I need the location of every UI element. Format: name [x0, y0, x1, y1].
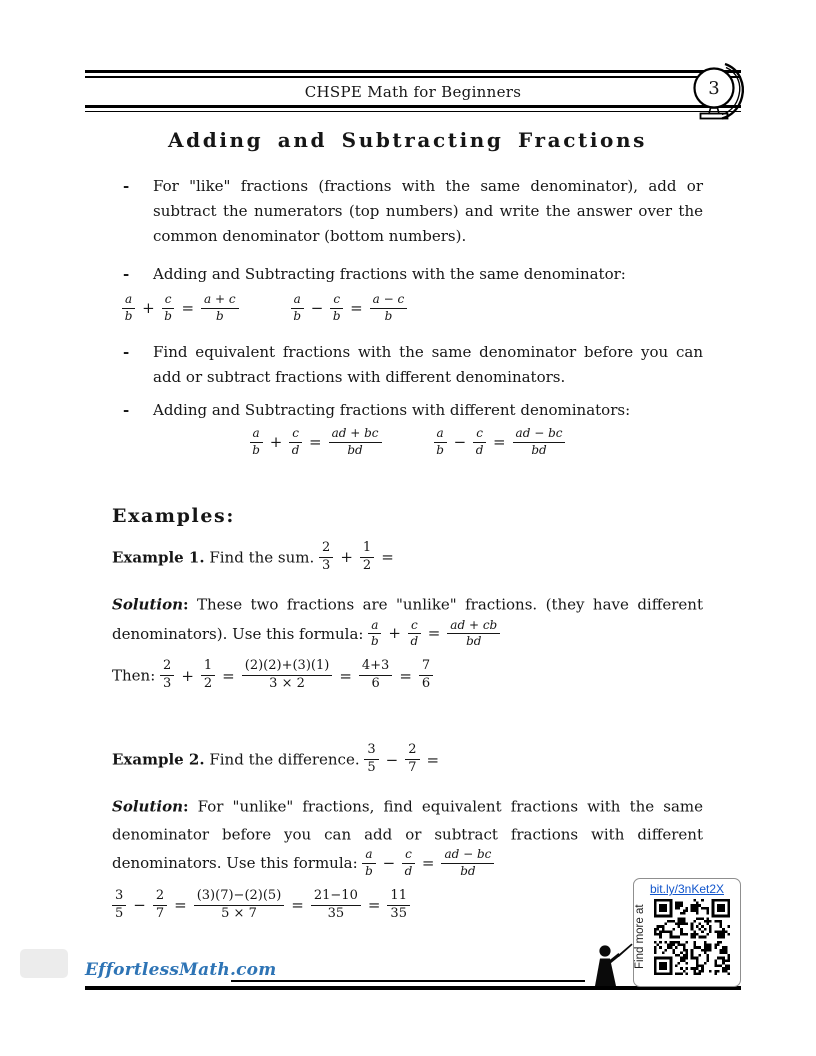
- bullet-text: Adding and Subtracting fractions with the same denominator:: [153, 265, 626, 283]
- bullet-text: For "like" fractions (fractions with the same denominator), add or subtract the numerators (top numbers) and write the answer over the common denominator (bottom numbers).: [153, 177, 703, 245]
- bitly-link[interactable]: bit.ly/3nKet2X: [649, 882, 725, 896]
- example1-work: Then: $\frac{2}{3}$ + $\frac{1}{2}$ = $\frac{(2)(2)+(3)(1)}{3 \times 2}$ = $\frac{4+3}{6}$ = $\frac{7}{6}$: [112, 659, 703, 699]
- example1-solution: Solution: These two fractions are "unlike" fractions. (they have different denominators). Use this formula: $\frac{a}{b}$ + $\frac{c}{d}$ = $\frac{ad + cb}{bd}$: [112, 595, 703, 649]
- bullet-different-denominators: [112, 398, 703, 423]
- bullet-dash: -: [123, 401, 130, 419]
- running-head: CHSPE Math for Beginners: [304, 82, 522, 101]
- globe-page-number-icon: [692, 61, 749, 124]
- formula-different-denominators: $\frac{a}{b}$ + $\frac{c}{d}$ = $\frac{ad + bc}{bd}$ $\frac{a}{b}$ − $\frac{c}{d}$ = $\frac{ad - bc}{bd}$: [112, 427, 703, 463]
- qr-code-icon: [654, 899, 730, 975]
- qr-label: Find more at: [634, 904, 646, 970]
- header-rule-bottom-thin: [85, 111, 741, 113]
- site-footer-link[interactable]: EffortlessMath.com: [85, 960, 277, 980]
- bullet-equivalent-fractions: [112, 340, 703, 390]
- page-title: Adding and Subtracting Fractions: [168, 128, 647, 152]
- example2-solution: Solution: For "unlike" fractions, find equivalent fractions with the same denominator before you can add or subtract fractions with different denominators. Use this formula: $\frac{a}{b}$ − $\frac{c}{d}$ = $\frac{ad - bc}{bd}$: [112, 797, 703, 878]
- example2-work: $\frac{3}{5}$ − $\frac{2}{7}$ = $\frac{(3)(7)-(2)(5)}{5 \times 7}$ = $\frac{21-10}{35}$ = $\frac{11}{35}$: [112, 889, 703, 929]
- page-header: [85, 70, 741, 112]
- qr-code: [654, 899, 730, 975]
- header-rule-bottom-thick: [85, 105, 741, 108]
- scan-artifact: [20, 949, 68, 978]
- qr-box: [633, 878, 741, 987]
- bullet-text: Adding and Subtracting fractions with different denominators:: [153, 401, 631, 419]
- footer-thin-rule: [231, 980, 585, 982]
- bullet-text: Find equivalent fractions with the same denominator before you can add or subtract fractions with different denominators.: [153, 343, 703, 386]
- header-rule-top-thick: [85, 70, 741, 73]
- examples-heading: Examples:: [112, 505, 235, 527]
- main-content: [112, 128, 703, 929]
- bullet-same-denominator: [112, 262, 703, 287]
- bullet-dash: -: [123, 265, 130, 283]
- page-number: 3: [708, 78, 720, 99]
- teacher-silhouette-icon: [588, 943, 634, 987]
- example1-heading: Example 1. Find the sum. $\frac{2}{3}$ + $\frac{1}{2}$ =: [112, 540, 394, 573]
- example2-heading: Example 2. Find the difference. $\frac{3}{5}$ − $\frac{2}{7}$ =: [112, 742, 440, 776]
- bullet-dash: -: [123, 177, 130, 195]
- formula-same-denominator: $\frac{a}{b}$ + $\frac{c}{b}$ = $\frac{a + c}{b}$ $\frac{a}{b}$ − $\frac{c}{b}$ = $\frac{a - c}{b}$: [112, 293, 703, 329]
- bullet-like-fractions: [112, 174, 703, 249]
- qr-body: [634, 898, 740, 976]
- bullet-dash: -: [123, 343, 130, 361]
